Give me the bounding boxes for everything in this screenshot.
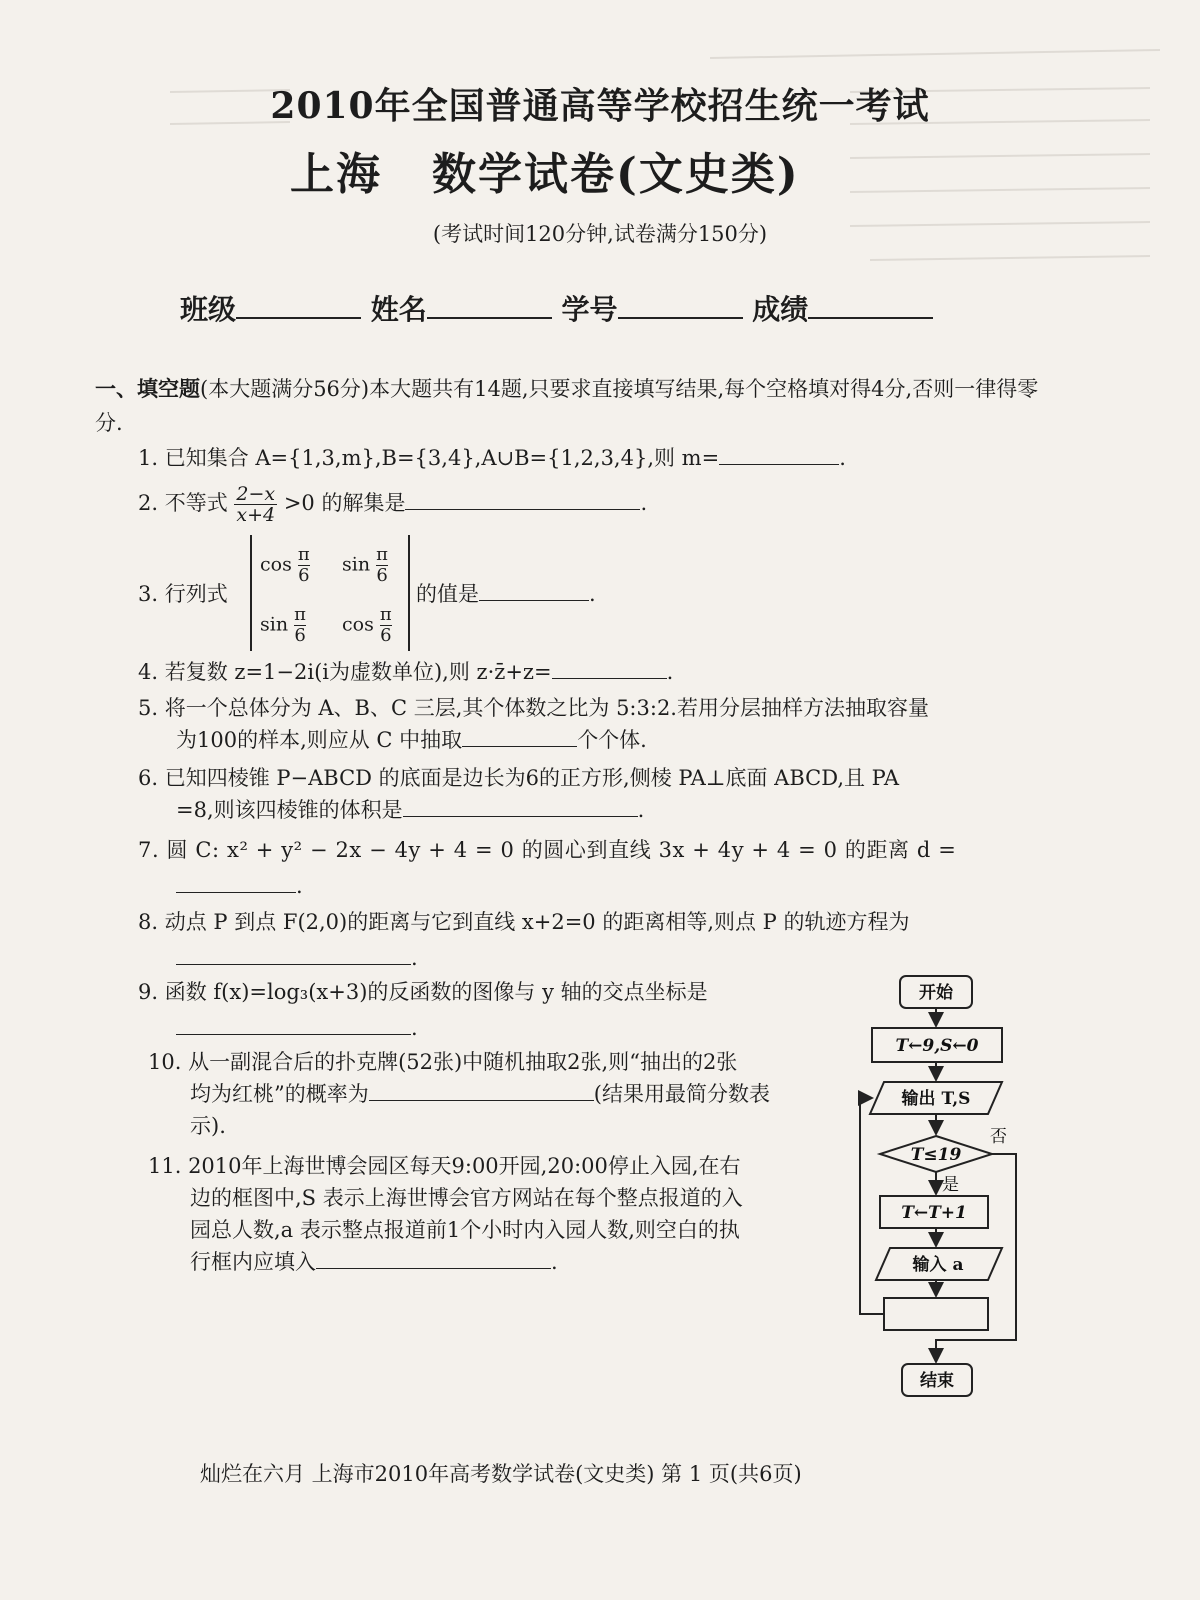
id-field[interactable] <box>618 291 743 319</box>
name-field[interactable] <box>427 291 552 319</box>
paper-name: 数学试卷(文史类) <box>432 149 800 200</box>
paper-region: 上海 <box>290 149 382 200</box>
section-description: (本大题满分56分)本大题共有14题,只要求直接填写结果,每个空格填对得4分,否则一律得零分. <box>95 377 1039 435</box>
flow-input-label: 输入 a <box>912 1255 964 1275</box>
question-4: 4. 若复数 z=1−2i(i为虚数单位),则 z·z̄+z= . <box>138 660 674 684</box>
score-field[interactable] <box>808 291 933 319</box>
question-5 <box>138 692 1058 756</box>
question-2: 2. 不等式 $\frac{2-x}{x+4}$ >0 的解集是 . <box>138 483 648 526</box>
question-4-text: 4. 若复数 z=1−2i(i为虚数单位),则 z·z̄+z= <box>138 660 552 684</box>
det-cell-11: cos $\frac{\pi}{6}$ <box>260 544 310 586</box>
flow-blank-box <box>884 1298 988 1330</box>
question-7-line-1: 7. 圆 C: x² + y² − 2x − 4y + 4 = 0 的圆心到直线 3x + 4y + 4 = 0 的距离 d = <box>138 838 957 862</box>
paper-title <box>290 138 800 202</box>
question-2-prefix: 2. 不等式 <box>138 491 228 515</box>
question-10-line-3: 示). <box>190 1114 226 1138</box>
question-2-answer-blank[interactable] <box>405 491 640 510</box>
flow-start-label: 开始 <box>919 983 953 1003</box>
question-8-line-1: 8. 动点 P 到点 F(2,0)的距离与它到直线 x+2=0 的距离相等,则点 P 的轨迹方程为 <box>138 910 910 934</box>
question-11-answer-blank[interactable] <box>316 1250 551 1269</box>
question-11 <box>148 1150 858 1278</box>
question-1-text: 1. 已知集合 A={1,3,m},B={3,4},A∪B={1,2,3,4},则 m= <box>138 446 720 470</box>
question-11-line-2: 边的框图中,S 表示上海世博会官方网站在每个整点报道的入 <box>190 1186 743 1210</box>
name-label: 姓名 <box>370 293 427 326</box>
question-1-answer-blank[interactable] <box>719 446 839 465</box>
det-cell-21: sin $\frac{\pi}{6}$ <box>260 604 306 646</box>
question-8 <box>138 906 1058 974</box>
fraction-numerator: 2−x <box>236 483 276 505</box>
question-5-line-1: 5. 将一个总体分为 A、B、C 三层,其个体数之比为 5:3:2.若用分层抽样方法抽取容量 <box>138 696 929 720</box>
question-3-suffix: 的值是 . <box>416 582 596 606</box>
question-2-fraction <box>234 484 277 525</box>
question-6-line-1: 6. 已知四棱锥 P−ABCD 的底面是边长为6的正方形,侧棱 PA⊥底面 ABCD,且 PA <box>138 766 900 790</box>
question-3-prefix: 3. 行列式 <box>138 582 228 606</box>
question-10-line-2: 均为红桃”的概率为 (结果用最简分数表 <box>190 1082 770 1106</box>
question-11-line-3: 园总人数,a 表示整点报道前1个小时内入园人数,则空白的执 <box>190 1218 740 1242</box>
question-2-suffix: >0 的解集是 <box>283 491 406 515</box>
question-7-answer-blank[interactable] <box>176 874 296 893</box>
question-6 <box>138 762 1058 826</box>
question-9 <box>138 976 858 1044</box>
question-5-answer-blank[interactable] <box>462 728 577 747</box>
question-10-answer-blank[interactable] <box>369 1082 594 1101</box>
question-8-answer-blank[interactable] <box>176 946 411 965</box>
class-label: 班级 <box>180 293 237 326</box>
det-cell-12: sin $\frac{\pi}{6}$ <box>342 544 388 586</box>
question-6-answer-blank[interactable] <box>403 798 638 817</box>
question-4-answer-blank[interactable] <box>552 660 667 679</box>
flow-yes-label: 是 <box>942 1175 959 1195</box>
question-5-line-2: 为100的样本,则应从 C 中抽取 个个体. <box>176 728 647 752</box>
student-info-row <box>180 288 933 328</box>
question-9-answer-blank[interactable] <box>176 1016 411 1035</box>
question-9-line-2: . <box>138 1012 858 1044</box>
flow-increment-label: T←T+1 <box>901 1203 967 1223</box>
flow-init-label: T←9,S←0 <box>895 1036 979 1056</box>
flowchart <box>850 968 1050 1428</box>
question-3-answer-blank[interactable] <box>479 582 589 601</box>
question-1: 1. 已知集合 A={1,3,m},B={3,4},A∪B={1,2,3,4},则 m= . <box>138 446 846 470</box>
question-11-line-1: 11. 2010年上海世博会园区每天9:00开园,20:00停止入园,在右 <box>148 1154 741 1178</box>
time-note: (考试时间120分钟,试卷满分150分) <box>432 222 768 246</box>
det-cell-22: cos $\frac{\pi}{6}$ <box>342 604 392 646</box>
question-6-line-2: =8,则该四棱锥的体积是 . <box>176 798 645 822</box>
fraction-denominator: x+4 <box>236 504 276 526</box>
flow-decision-label: T≤19 <box>910 1145 962 1165</box>
flow-no-label: 否 <box>990 1127 1007 1147</box>
exam-title: 2010年全国普通高等学校招生统一考试 <box>270 85 930 127</box>
question-10 <box>148 1046 858 1142</box>
score-label: 成绩 <box>752 293 809 326</box>
question-3 <box>138 535 638 653</box>
page-footer: 灿烂在六月 上海市2010年高考数学试卷(文史类) 第 1 页(共6页) <box>200 1462 802 1486</box>
section-1-intro <box>95 372 1065 440</box>
question-11-line-4: 行框内应填入 . <box>190 1250 558 1274</box>
flow-output-label: 输出 T,S <box>901 1089 971 1109</box>
section-heading: 一、填空题 <box>95 376 200 401</box>
question-8-line-2: . <box>138 942 1058 974</box>
id-label: 学号 <box>561 293 618 326</box>
class-field[interactable] <box>236 291 361 319</box>
question-7 <box>138 834 1058 902</box>
question-10-line-1: 10. 从一副混合后的扑克牌(52张)中随机抽取2张,则“抽出的2张 <box>148 1050 738 1074</box>
question-7-line-2: . <box>138 870 1058 902</box>
question-9-line-1: 9. 函数 f(x)=log₃(x+3)的反函数的图像与 y 轴的交点坐标是 <box>138 980 708 1004</box>
flow-end-label: 结束 <box>920 1371 954 1391</box>
